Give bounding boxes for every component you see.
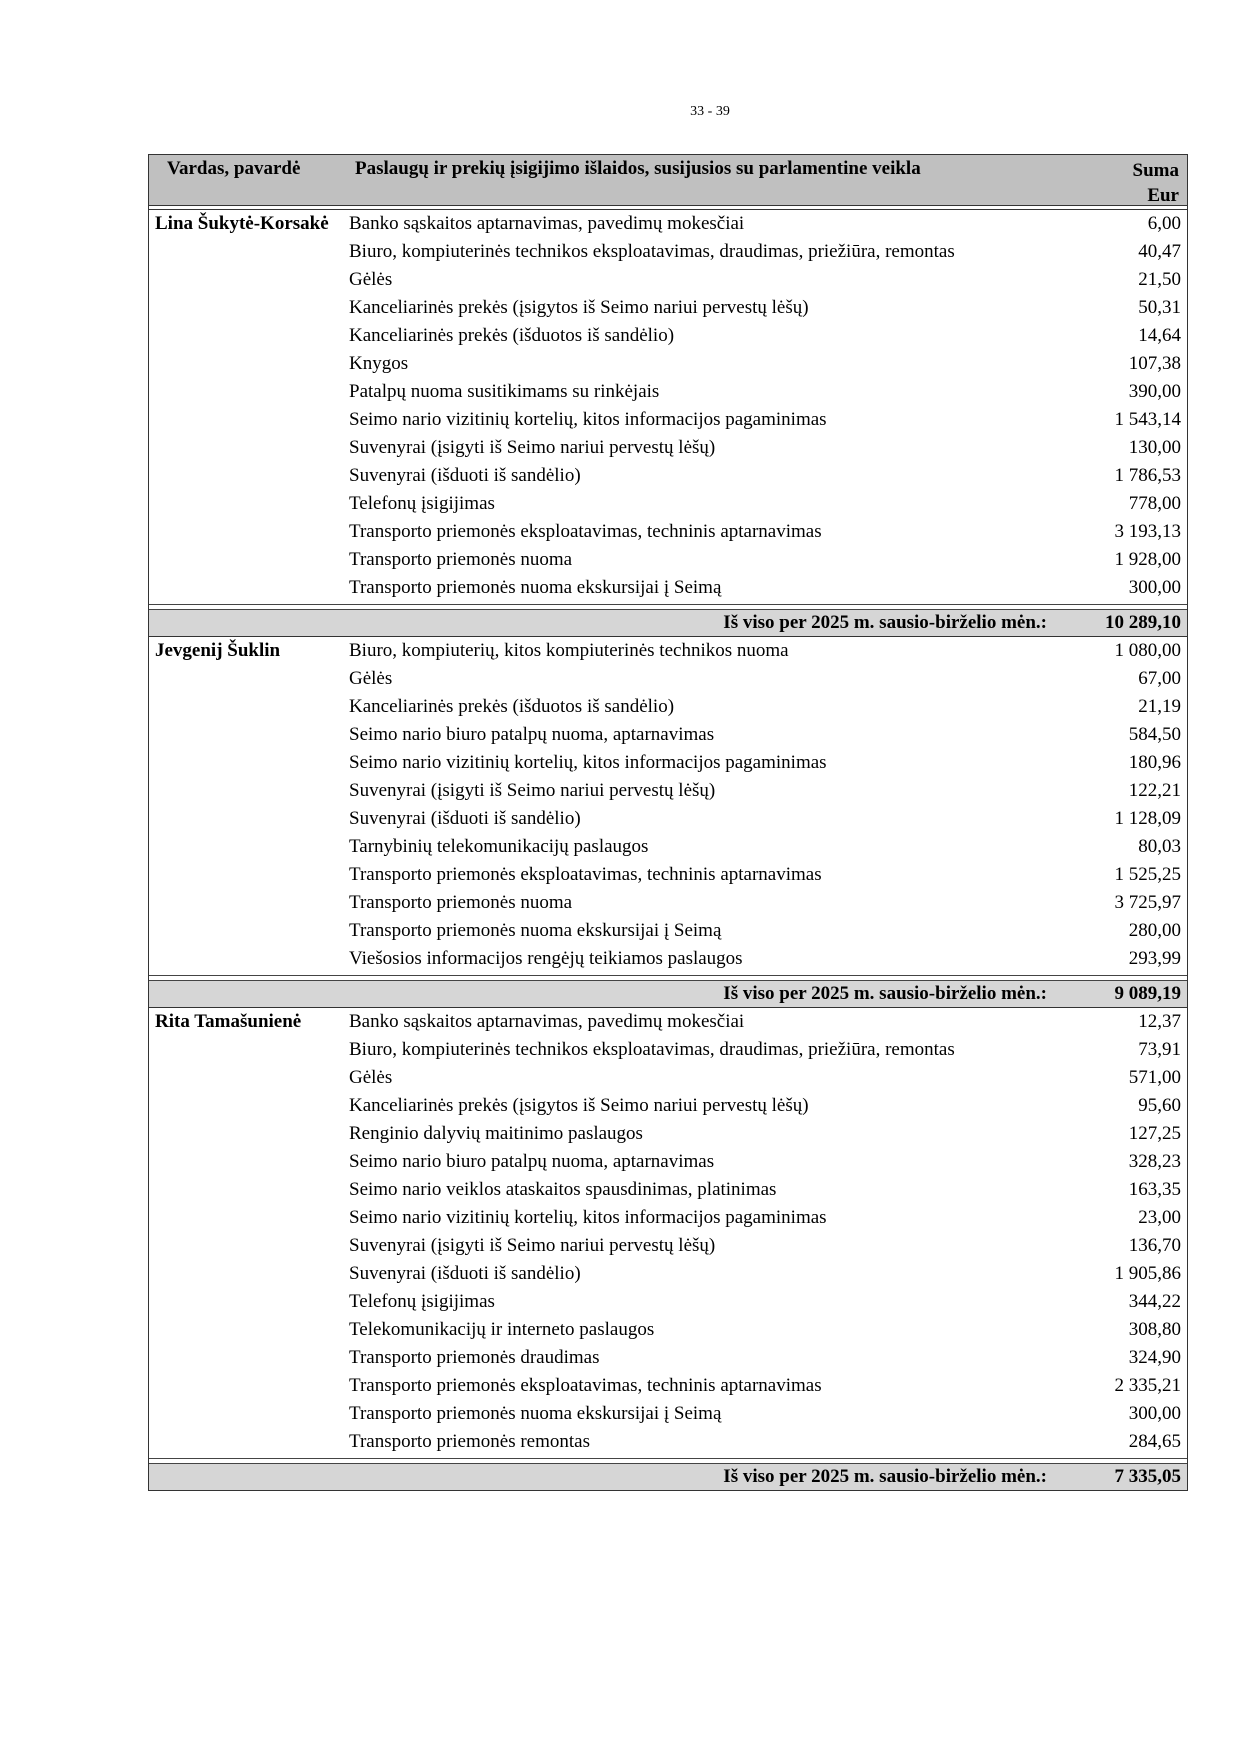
expense-description: Kanceliarinės prekės (įsigytos iš Seimo nariui pervestų lėšų) bbox=[349, 1095, 809, 1116]
expense-description: Biuro, kompiuterių, kitos kompiuterinės technikos nuoma bbox=[349, 640, 789, 661]
member-name: Lina Šukytė-Korsakė bbox=[155, 213, 329, 234]
expense-description: Transporto priemonės nuoma bbox=[349, 892, 573, 913]
expense-description: Suvenyrai (išduoti iš sandėlio) bbox=[349, 1263, 581, 1284]
table-row bbox=[149, 210, 1187, 238]
table-row bbox=[149, 266, 1187, 294]
expense-amount: 180,96 bbox=[1128, 752, 1181, 773]
table-row bbox=[149, 917, 1187, 945]
expense-amount: 122,21 bbox=[1128, 780, 1181, 801]
table-row bbox=[149, 322, 1187, 350]
expense-description: Transporto priemonės eksploatavimas, techninis aptarnavimas bbox=[349, 521, 822, 542]
expense-description: Seimo nario vizitinių kortelių, kitos informacijos pagaminimas bbox=[349, 752, 827, 773]
table-row bbox=[149, 721, 1187, 749]
table-row bbox=[149, 1400, 1187, 1428]
table-row bbox=[149, 1428, 1187, 1456]
table-row bbox=[149, 637, 1187, 665]
expense-amount: 163,35 bbox=[1128, 1179, 1181, 1200]
total-row bbox=[149, 1464, 1187, 1490]
expense-description: Seimo nario veiklos ataskaitos spausdinimas, platinimas bbox=[349, 1179, 777, 1200]
table-row bbox=[149, 693, 1187, 721]
total-amount: 9 089,19 bbox=[1114, 983, 1181, 1004]
table-row bbox=[149, 462, 1187, 490]
table-row bbox=[149, 1372, 1187, 1400]
expense-description: Telefonų įsigijimas bbox=[349, 1291, 495, 1312]
expense-amount: 14,64 bbox=[1138, 325, 1181, 346]
table-row bbox=[149, 1036, 1187, 1064]
expense-amount: 67,00 bbox=[1138, 668, 1181, 689]
expense-amount: 21,50 bbox=[1138, 269, 1181, 290]
expense-amount: 73,91 bbox=[1138, 1039, 1181, 1060]
expense-description: Banko sąskaitos aptarnavimas, pavedimų mokesčiai bbox=[349, 1011, 745, 1032]
expense-amount: 308,80 bbox=[1128, 1319, 1181, 1340]
expense-description: Kanceliarinės prekės (išduotos iš sandėlio) bbox=[349, 696, 675, 717]
expense-description: Telefonų įsigijimas bbox=[349, 493, 495, 514]
expense-amount: 12,37 bbox=[1138, 1011, 1181, 1032]
page-number: 33 - 39 bbox=[690, 104, 730, 119]
expense-amount: 6,00 bbox=[1147, 213, 1181, 234]
table-row bbox=[149, 406, 1187, 434]
table-row bbox=[149, 238, 1187, 266]
expense-description: Renginio dalyvių maitinimo paslaugos bbox=[349, 1123, 643, 1144]
header-amount-line1: Suma bbox=[1132, 160, 1179, 181]
expense-description: Seimo nario vizitinių kortelių, kitos informacijos pagaminimas bbox=[349, 1207, 827, 1228]
expense-description: Knygos bbox=[349, 353, 409, 374]
expense-amount: 293,99 bbox=[1128, 948, 1181, 969]
expense-amount: 1 080,00 bbox=[1114, 640, 1181, 661]
table-row bbox=[149, 1260, 1187, 1288]
expense-amount: 1 905,86 bbox=[1114, 1263, 1181, 1284]
expenses-table bbox=[148, 154, 1188, 1491]
table-row bbox=[149, 1288, 1187, 1316]
total-label: Iš viso per 2025 m. sausio-birželio mėn.: bbox=[723, 983, 1047, 1004]
expense-description: Suvenyrai (išduoti iš sandėlio) bbox=[349, 808, 581, 829]
table-body bbox=[149, 210, 1187, 1490]
expense-description: Transporto priemonės remontas bbox=[349, 1431, 590, 1452]
expense-description: Transporto priemonės eksploatavimas, techninis aptarnavimas bbox=[349, 864, 822, 885]
expense-description: Telekomunikacijų ir interneto paslaugos bbox=[349, 1319, 655, 1340]
expense-amount: 130,00 bbox=[1128, 437, 1181, 458]
expense-description: Gėlės bbox=[349, 269, 393, 290]
table-row bbox=[149, 518, 1187, 546]
table-row bbox=[149, 1344, 1187, 1372]
table-row bbox=[149, 1148, 1187, 1176]
expense-amount: 127,25 bbox=[1128, 1123, 1181, 1144]
table-row bbox=[149, 1092, 1187, 1120]
expense-amount: 136,70 bbox=[1128, 1235, 1181, 1256]
table-row bbox=[149, 1232, 1187, 1260]
expense-description: Transporto priemonės nuoma ekskursijai į Seimą bbox=[349, 920, 722, 941]
table-row bbox=[149, 889, 1187, 917]
expense-description: Biuro, kompiuterinės technikos eksploatavimas, draudimas, priežiūra, remontas bbox=[349, 241, 955, 262]
table-row bbox=[149, 1204, 1187, 1232]
total-label: Iš viso per 2025 m. sausio-birželio mėn.: bbox=[723, 612, 1047, 633]
expense-amount: 1 525,25 bbox=[1114, 864, 1181, 885]
expense-description: Tarnybinių telekomunikacijų paslaugos bbox=[349, 836, 649, 857]
expense-description: Transporto priemonės nuoma ekskursijai į Seimą bbox=[349, 577, 722, 598]
expense-amount: 571,00 bbox=[1128, 1067, 1181, 1088]
table-row bbox=[149, 777, 1187, 805]
table-row bbox=[149, 1316, 1187, 1344]
table-row bbox=[149, 805, 1187, 833]
expense-amount: 300,00 bbox=[1128, 577, 1181, 598]
expense-description: Biuro, kompiuterinės technikos eksploatavimas, draudimas, priežiūra, remontas bbox=[349, 1039, 955, 1060]
table-row bbox=[149, 434, 1187, 462]
total-row bbox=[149, 610, 1187, 637]
expense-description: Seimo nario biuro patalpų nuoma, aptarnavimas bbox=[349, 1151, 715, 1172]
expense-description: Suvenyrai (įsigyti iš Seimo nariui pervestų lėšų) bbox=[349, 780, 716, 801]
table-row bbox=[149, 945, 1187, 973]
header-name: Vardas, pavardė bbox=[167, 158, 301, 179]
expense-amount: 1 928,00 bbox=[1114, 549, 1181, 570]
expense-amount: 280,00 bbox=[1128, 920, 1181, 941]
expense-amount: 284,65 bbox=[1128, 1431, 1181, 1452]
expense-amount: 80,03 bbox=[1138, 836, 1181, 857]
expense-amount: 778,00 bbox=[1128, 493, 1181, 514]
expense-amount: 390,00 bbox=[1128, 381, 1181, 402]
table-row bbox=[149, 350, 1187, 378]
expense-amount: 1 543,14 bbox=[1114, 409, 1181, 430]
expense-amount: 324,90 bbox=[1128, 1347, 1181, 1368]
expense-description: Suvenyrai (įsigyti iš Seimo nariui pervestų lėšų) bbox=[349, 1235, 716, 1256]
expense-amount: 107,38 bbox=[1128, 353, 1181, 374]
total-row bbox=[149, 981, 1187, 1008]
total-label: Iš viso per 2025 m. sausio-birželio mėn.: bbox=[723, 1466, 1047, 1487]
table-row bbox=[149, 490, 1187, 518]
table-row bbox=[149, 861, 1187, 889]
table-row bbox=[149, 378, 1187, 406]
table-row bbox=[149, 1176, 1187, 1204]
expense-description: Banko sąskaitos aptarnavimas, pavedimų mokesčiai bbox=[349, 213, 745, 234]
expense-amount: 3 193,13 bbox=[1114, 521, 1181, 542]
expense-amount: 3 725,97 bbox=[1114, 892, 1181, 913]
expense-description: Gėlės bbox=[349, 668, 393, 689]
expense-amount: 328,23 bbox=[1128, 1151, 1181, 1172]
member-name: Jevgenij Šuklin bbox=[155, 640, 281, 661]
table-row bbox=[149, 1064, 1187, 1092]
table-row bbox=[149, 665, 1187, 693]
total-amount: 7 335,05 bbox=[1114, 1466, 1181, 1487]
table-row bbox=[149, 1008, 1187, 1036]
expense-amount: 1 128,09 bbox=[1114, 808, 1181, 829]
header-amount bbox=[1133, 158, 1179, 208]
expense-amount: 1 786,53 bbox=[1114, 465, 1181, 486]
member-name: Rita Tamašunienė bbox=[155, 1011, 302, 1032]
expense-description: Kanceliarinės prekės (įsigytos iš Seimo nariui pervestų lėšų) bbox=[349, 297, 809, 318]
expense-amount: 95,60 bbox=[1138, 1095, 1181, 1116]
header-description: Paslaugų ir prekių įsigijimo išlaidos, susijusios su parlamentine veikla bbox=[355, 158, 921, 179]
expense-description: Gėlės bbox=[349, 1067, 393, 1088]
expense-description: Seimo nario biuro patalpų nuoma, aptarnavimas bbox=[349, 724, 715, 745]
expense-description: Suvenyrai (išduoti iš sandėlio) bbox=[349, 465, 581, 486]
header-amount-line2: Eur bbox=[1147, 185, 1179, 206]
expense-amount: 344,22 bbox=[1128, 1291, 1181, 1312]
expense-amount: 2 335,21 bbox=[1114, 1375, 1181, 1396]
expense-description: Kanceliarinės prekės (išduotos iš sandėlio) bbox=[349, 325, 675, 346]
expense-description: Transporto priemonės nuoma bbox=[349, 549, 573, 570]
expense-amount: 584,50 bbox=[1128, 724, 1181, 745]
expense-amount: 23,00 bbox=[1138, 1207, 1181, 1228]
table-row bbox=[149, 294, 1187, 322]
expense-description: Viešosios informacijos rengėjų teikiamos paslaugos bbox=[349, 948, 743, 969]
expense-amount: 40,47 bbox=[1138, 241, 1181, 262]
expense-description: Transporto priemonės nuoma ekskursijai į Seimą bbox=[349, 1403, 722, 1424]
expense-description: Transporto priemonės eksploatavimas, techninis aptarnavimas bbox=[349, 1375, 822, 1396]
table-header bbox=[149, 155, 1187, 206]
total-amount: 10 289,10 bbox=[1105, 612, 1181, 633]
expense-amount: 21,19 bbox=[1138, 696, 1181, 717]
table-row bbox=[149, 749, 1187, 777]
expense-description: Transporto priemonės draudimas bbox=[349, 1347, 600, 1368]
expense-description: Suvenyrai (įsigyti iš Seimo nariui pervestų lėšų) bbox=[349, 437, 716, 458]
expense-amount: 300,00 bbox=[1128, 1403, 1181, 1424]
expense-description: Seimo nario vizitinių kortelių, kitos informacijos pagaminimas bbox=[349, 409, 827, 430]
table-row bbox=[149, 574, 1187, 602]
expense-description: Patalpų nuoma susitikimams su rinkėjais bbox=[349, 381, 660, 402]
table-row bbox=[149, 546, 1187, 574]
table-row bbox=[149, 1120, 1187, 1148]
expense-amount: 50,31 bbox=[1138, 297, 1181, 318]
table-row bbox=[149, 833, 1187, 861]
